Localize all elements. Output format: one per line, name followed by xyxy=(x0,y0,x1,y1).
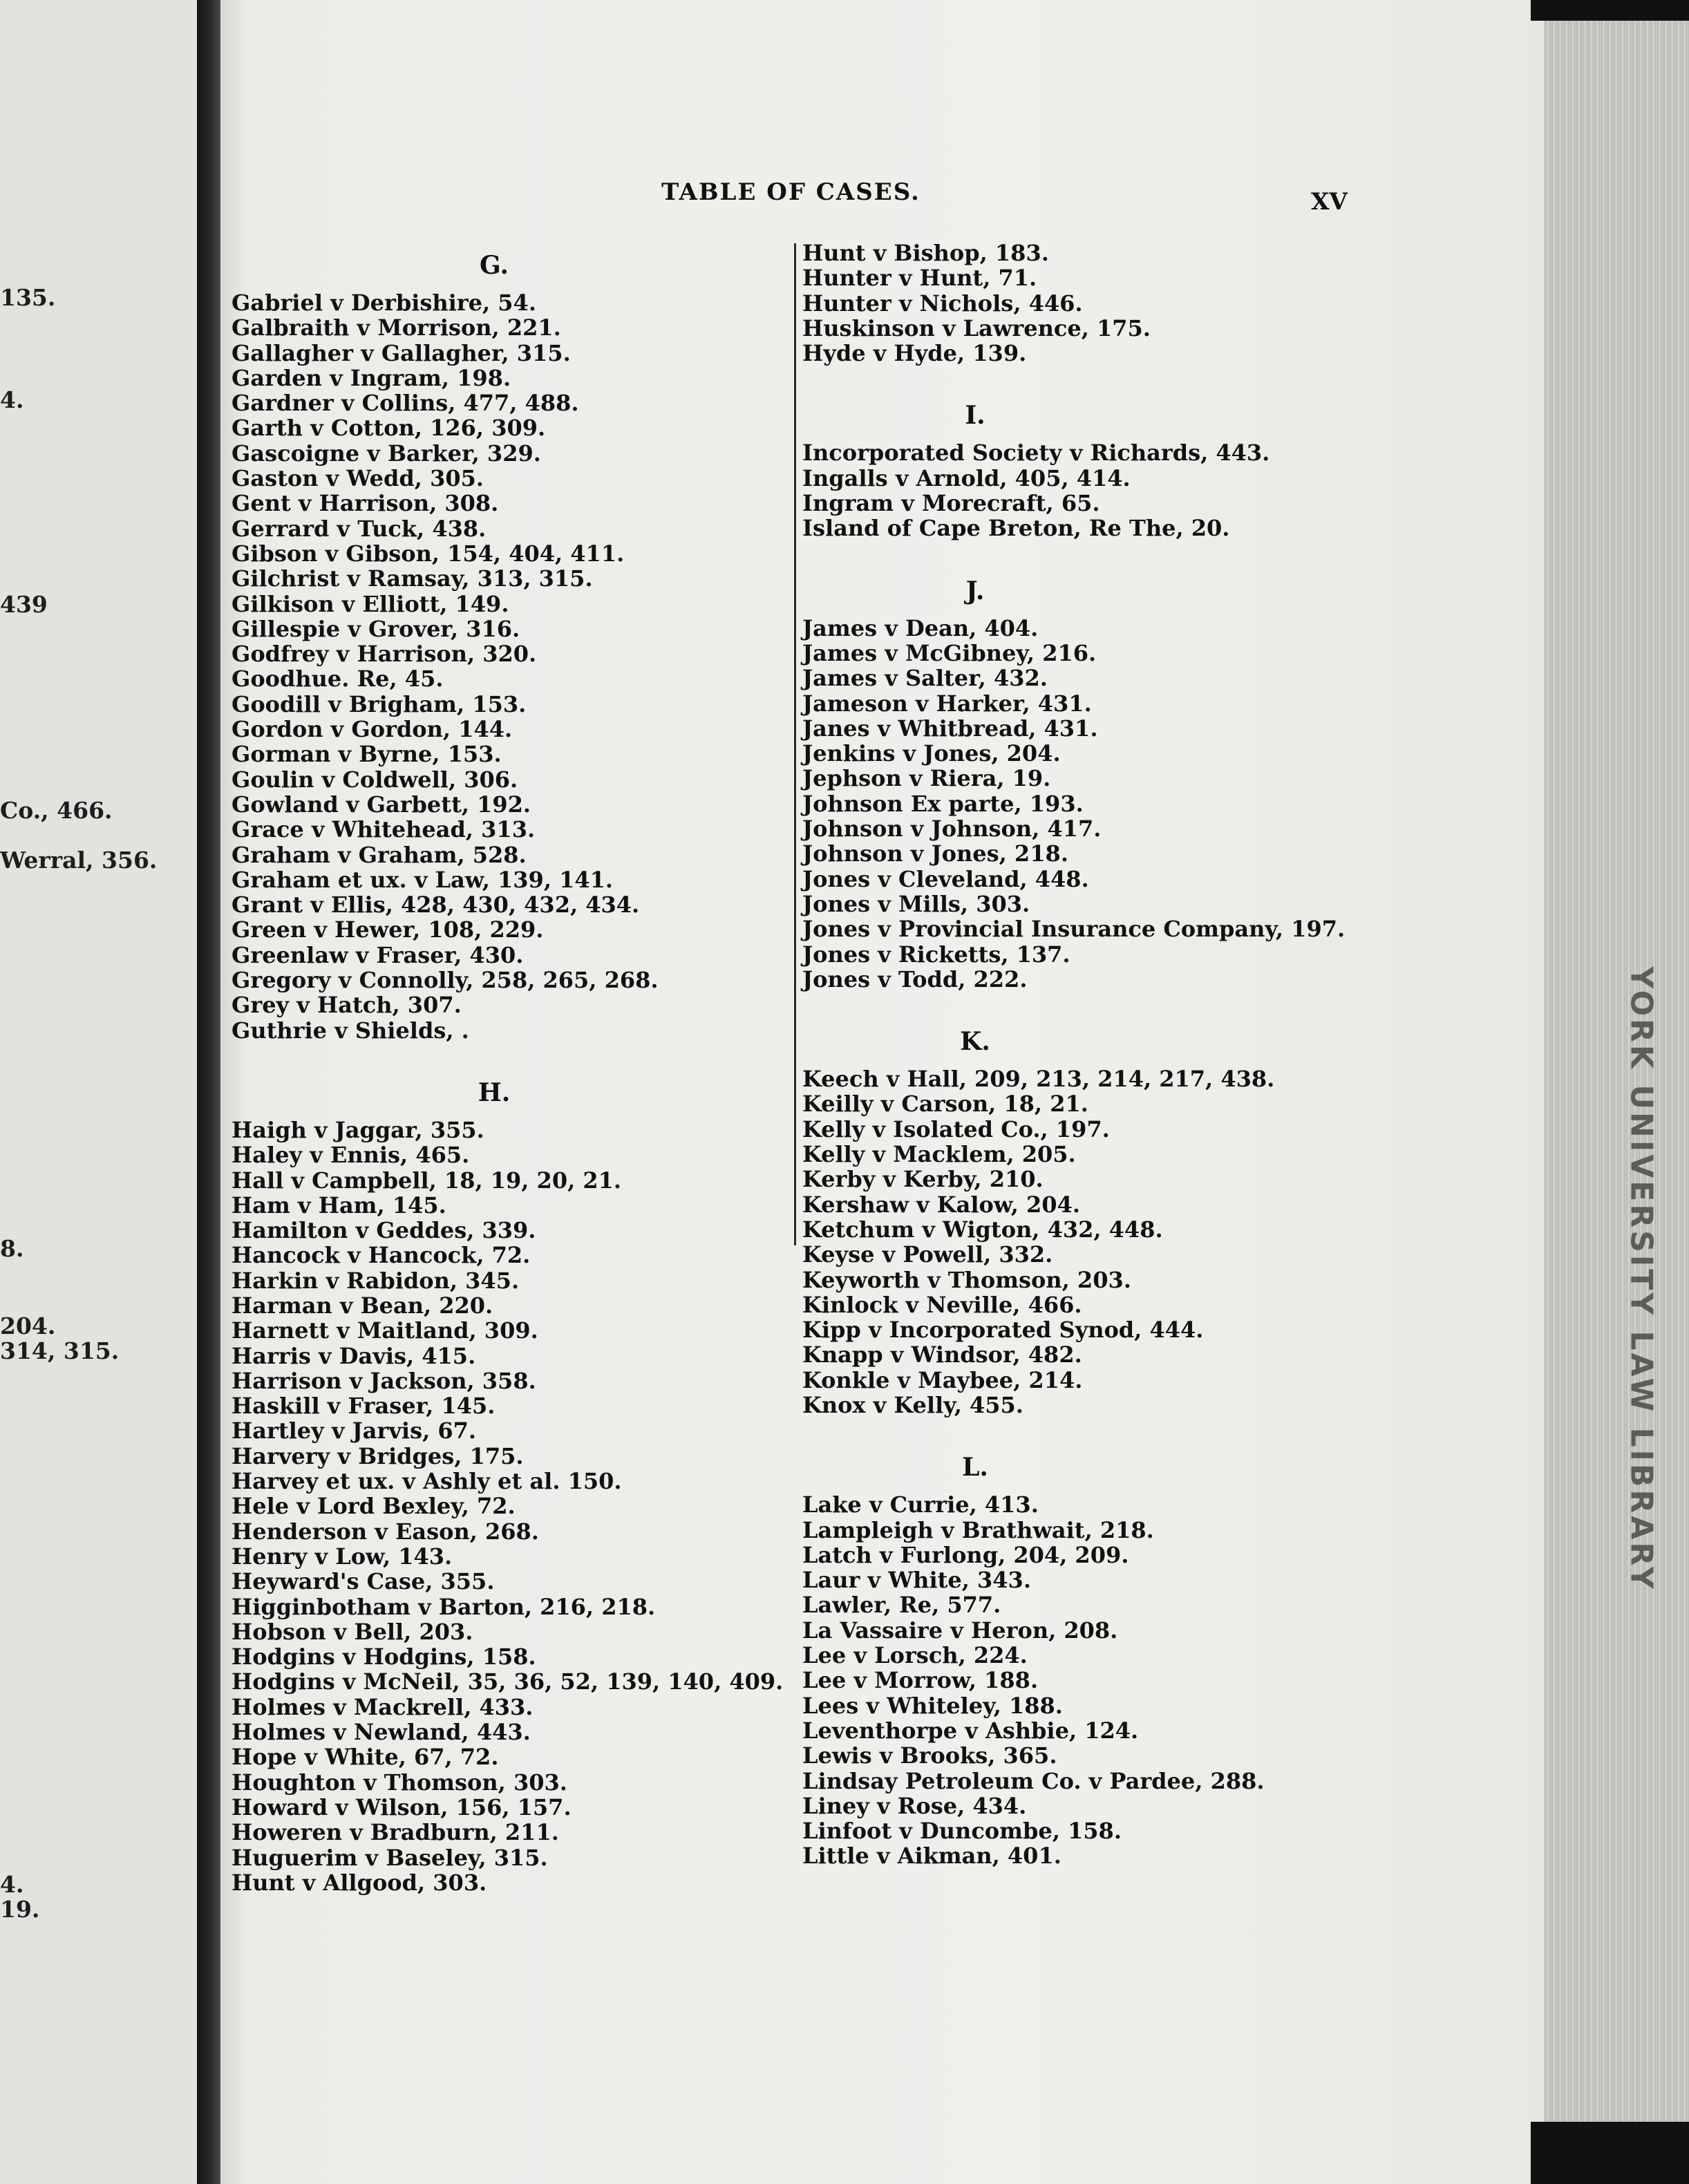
column-divider xyxy=(794,243,796,1245)
case-entry: Lee v Morrow, 188. xyxy=(802,1667,1039,1694)
facing-page-text: 4. xyxy=(0,1871,24,1898)
case-entry: Grant v Ellis, 428, 430, 432, 434. xyxy=(232,892,640,919)
page-title: TABLE OF CASES. xyxy=(661,178,921,206)
case-entry: Goulin v Coldwell, 306. xyxy=(232,766,518,793)
facing-page-text: 4. xyxy=(0,386,24,413)
case-entry: Kerby v Kerby, 210. xyxy=(802,1166,1044,1193)
case-entry: James v McGibney, 216. xyxy=(802,639,1097,666)
page-number: XV xyxy=(1311,188,1348,216)
case-entry: Kelly v Isolated Co., 197. xyxy=(802,1115,1110,1142)
case-entry: Johnson v Jones, 218. xyxy=(802,840,1068,867)
case-entry: Linfoot v Duncombe, 158. xyxy=(802,1818,1122,1845)
case-entry: Ingram v Morecraft, 65. xyxy=(802,490,1100,517)
case-entry: Kelly v Macklem, 205. xyxy=(802,1141,1076,1168)
facing-page-text: 314, 315. xyxy=(0,1337,120,1364)
case-entry: Higginbotham v Barton, 216, 218. xyxy=(232,1593,656,1620)
facing-page-text: 19. xyxy=(0,1896,40,1923)
case-entry: Jones v Todd, 222. xyxy=(802,966,1028,992)
case-entry: Jones v Provincial Insurance Company, 197. xyxy=(802,916,1346,943)
case-entry: Haskill v Fraser, 145. xyxy=(232,1393,496,1420)
case-entry: Gorman v Byrne, 153. xyxy=(232,741,502,768)
case-entry: Kinlock v Neville, 466. xyxy=(802,1291,1082,1318)
case-entry: Guthrie v Shields, . xyxy=(232,1017,469,1044)
section-letter: J. xyxy=(965,576,985,605)
section-letter: I. xyxy=(965,401,985,431)
left-column xyxy=(232,241,784,1896)
case-entry: Gardner v Collins, 477, 488. xyxy=(232,390,579,417)
case-entry: Incorporated Society v Richards, 443. xyxy=(802,440,1270,467)
case-entry: Keilly v Carson, 18, 21. xyxy=(802,1091,1088,1118)
section-letter: G. xyxy=(480,251,509,280)
case-entry: Hodgins v Hodgins, 158. xyxy=(232,1644,536,1670)
case-entry: Houghton v Thomson, 303. xyxy=(232,1769,567,1796)
case-entry: Harrison v Jackson, 358. xyxy=(232,1367,536,1394)
case-entry: Hunt v Allgood, 303. xyxy=(232,1869,487,1896)
case-entry: Knapp v Windsor, 482. xyxy=(802,1342,1082,1368)
edge-shadow xyxy=(1531,2122,1689,2184)
case-entry: Hunt v Bishop, 183. xyxy=(802,240,1049,266)
case-entry: James v Dean, 404. xyxy=(802,614,1039,641)
facing-page-text: 204. xyxy=(0,1312,56,1339)
case-entry: Garden v Ingram, 198. xyxy=(232,364,511,391)
case-entry: Howard v Wilson, 156, 157. xyxy=(232,1794,572,1820)
case-entry: Lawler, Re, 577. xyxy=(802,1592,1001,1619)
case-entry: Greenlaw v Fraser, 430. xyxy=(232,941,524,968)
case-entry: Laur v White, 343. xyxy=(802,1567,1031,1594)
case-entry: Henry v Low, 143. xyxy=(232,1543,453,1570)
case-entry: Gregory v Connolly, 258, 265, 268. xyxy=(232,967,659,994)
case-entry: Gent v Harrison, 308. xyxy=(232,490,499,517)
section-letter: K. xyxy=(960,1027,990,1057)
case-entry: Henderson v Eason, 268. xyxy=(232,1518,539,1545)
case-entry: Ketchum v Wigton, 432, 448. xyxy=(802,1216,1163,1243)
case-entry: Hope v White, 67, 72. xyxy=(232,1744,499,1771)
case-entry: Goodill v Brigham, 153. xyxy=(232,690,527,717)
facing-page-text: 135. xyxy=(0,284,56,311)
case-entry: Janes v Whitbread, 431. xyxy=(802,715,1098,742)
case-entry: Grace v Whitehead, 313. xyxy=(232,816,536,843)
case-entry: Keyworth v Thomson, 203. xyxy=(802,1266,1131,1293)
case-entry: Jones v Mills, 303. xyxy=(802,890,1030,917)
case-entry: Knox v Kelly, 455. xyxy=(802,1391,1023,1418)
case-entry: Hartley v Jarvis, 67. xyxy=(232,1418,477,1444)
case-entry: Holmes v Newland, 443. xyxy=(232,1719,531,1746)
case-entry: Garth v Cotton, 126, 309. xyxy=(232,415,546,442)
case-entry: Harman v Bean, 220. xyxy=(232,1292,493,1319)
case-entry: James v Salter, 432. xyxy=(802,665,1048,692)
case-entry: Gilchrist v Ramsay, 313, 315. xyxy=(232,565,593,592)
case-entry: Hobson v Bell, 203. xyxy=(232,1618,473,1645)
case-entry: Ham v Ham, 145. xyxy=(232,1192,446,1218)
case-entry: Hamilton v Geddes, 339. xyxy=(232,1217,536,1244)
case-entry: Keech v Hall, 209, 213, 214, 217, 438. xyxy=(802,1066,1275,1093)
case-entry: Hodgins v McNeil, 35, 36, 52, 139, 140, 409. xyxy=(232,1668,784,1695)
index-page xyxy=(220,0,1544,2184)
case-entry: Gibson v Gibson, 154, 404, 411. xyxy=(232,540,625,567)
case-entry: Lee v Lorsch, 224. xyxy=(802,1642,1028,1669)
case-entry: Little v Aikman, 401. xyxy=(802,1843,1061,1870)
case-entry: Huskinson v Lawrence, 175. xyxy=(802,314,1151,341)
section-letter: H. xyxy=(478,1077,511,1107)
case-entry: Jones v Cleveland, 448. xyxy=(802,865,1089,892)
case-entry: Hele v Lord Bexley, 72. xyxy=(232,1493,516,1520)
case-entry: Grey v Hatch, 307. xyxy=(232,992,462,1019)
case-entry: Lindsay Petroleum Co. v Pardee, 288. xyxy=(802,1767,1265,1794)
case-entry: Haley v Ennis, 465. xyxy=(232,1142,470,1169)
case-entry: Konkle v Maybee, 214. xyxy=(802,1366,1083,1393)
case-entry: Lees v Whiteley, 188. xyxy=(802,1692,1063,1719)
case-entry: Jones v Ricketts, 137. xyxy=(802,941,1070,968)
case-entry: Gallagher v Gallagher, 315. xyxy=(232,339,571,366)
case-entry: Godfrey v Harrison, 320. xyxy=(232,641,537,668)
case-entry: Lake v Currie, 413. xyxy=(802,1491,1039,1518)
case-entry: Harvery v Bridges, 175. xyxy=(232,1442,524,1469)
case-entry: Harkin v Rabidon, 345. xyxy=(232,1267,520,1294)
case-entry: Gascoigne v Barker, 329. xyxy=(232,440,541,467)
case-entry: Jephson v Riera, 19. xyxy=(802,765,1051,792)
book-gutter xyxy=(197,0,220,2184)
case-entry: Latch v Furlong, 204, 209. xyxy=(802,1541,1129,1568)
case-entry: Harnett v Maitland, 309. xyxy=(232,1317,538,1344)
case-entry: Gillespie v Grover, 316. xyxy=(232,615,520,642)
case-entry: Gerrard v Tuck, 438. xyxy=(232,515,487,542)
right-column xyxy=(802,241,1528,1869)
case-entry: Leventhorpe v Ashbie, 124. xyxy=(802,1717,1139,1744)
case-entry: Kershaw v Kalow, 204. xyxy=(802,1191,1080,1218)
case-entry: Harvey et ux. v Ashly et al. 150. xyxy=(232,1468,622,1495)
case-entry: Howeren v Bradburn, 211. xyxy=(232,1819,559,1846)
facing-page-text: Co., 466. xyxy=(0,797,113,824)
case-entry: Gaston v Wedd, 305. xyxy=(232,465,484,492)
case-entry: Gowland v Garbett, 192. xyxy=(232,791,531,818)
facing-page-text: 8. xyxy=(0,1235,24,1262)
case-entry: Liney v Rose, 434. xyxy=(802,1792,1027,1819)
facing-page-text: Werral, 356. xyxy=(0,847,158,874)
case-entry: Green v Hewer, 108, 229. xyxy=(232,916,544,943)
case-entry: Goodhue. Re, 45. xyxy=(232,666,444,693)
case-entry: Gordon v Gordon, 144. xyxy=(232,716,513,743)
case-entry: Gilkison v Elliott, 149. xyxy=(232,590,509,617)
case-entry: Hunter v Hunt, 71. xyxy=(802,265,1037,292)
case-entry: Kipp v Incorporated Synod, 444. xyxy=(802,1317,1204,1344)
case-entry: Johnson v Johnson, 417. xyxy=(802,816,1102,842)
case-entry: Island of Cape Breton, Re The, 20. xyxy=(802,515,1230,542)
case-entry: Jenkins v Jones, 204. xyxy=(802,740,1061,767)
case-entry: Hall v Campbell, 18, 19, 20, 21. xyxy=(232,1167,622,1194)
facing-page-text: 439 xyxy=(0,591,48,618)
case-entry: Huguerim v Baseley, 315. xyxy=(232,1844,548,1871)
case-entry: Heyward's Case, 355. xyxy=(232,1568,495,1595)
case-entry: Harris v Davis, 415. xyxy=(232,1342,476,1369)
case-entry: Hancock v Hancock, 72. xyxy=(232,1242,531,1269)
case-entry: Ingalls v Arnold, 405, 414. xyxy=(802,464,1131,491)
case-entry: Johnson Ex parte, 193. xyxy=(802,790,1084,817)
case-entry: Hunter v Nichols, 446. xyxy=(802,290,1083,317)
case-entry: Galbraith v Morrison, 221. xyxy=(232,314,561,341)
facing-page-fragment xyxy=(0,0,197,2184)
library-edge-stamp xyxy=(1621,829,1662,1728)
page-edges xyxy=(1544,21,1689,2122)
case-entry: Holmes v Mackrell, 433. xyxy=(232,1693,534,1720)
case-entry: Hyde v Hyde, 139. xyxy=(802,340,1027,367)
edge-shadow xyxy=(1531,0,1689,21)
case-entry: Haigh v Jaggar, 355. xyxy=(232,1116,484,1143)
case-entry: Keyse v Powell, 332. xyxy=(802,1241,1053,1268)
case-entry: Graham v Graham, 528. xyxy=(232,841,527,868)
case-entry: Jameson v Harker, 431. xyxy=(802,690,1092,717)
section-letter: L. xyxy=(962,1453,988,1482)
case-entry: Graham et ux. v Law, 139, 141. xyxy=(232,866,614,893)
case-entry: Gabriel v Derbishire, 54. xyxy=(232,290,536,316)
case-entry: Lewis v Brooks, 365. xyxy=(802,1742,1057,1769)
library-stamp-text: YORK UNIVERSITY LAW LIBRARY xyxy=(1623,966,1659,1592)
case-entry: La Vassaire v Heron, 208. xyxy=(802,1617,1118,1644)
case-entry: Lampleigh v Brathwait, 218. xyxy=(802,1516,1154,1543)
